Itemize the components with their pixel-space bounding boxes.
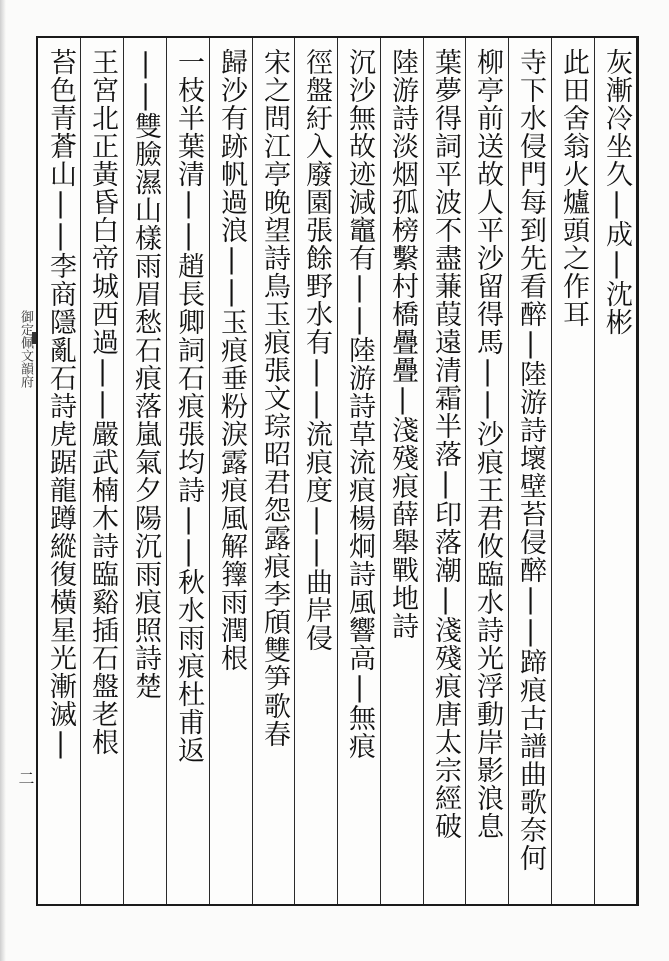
text-column-6: 陸游詩淡烟孤榜繫村橋疊疊|淺殘痕薛舉戰地詩 [387,48,418,640]
text-frame [36,36,639,906]
margin-book-title: 御定佩文韻府 [18,310,33,388]
text-column-11: 一枝半葉清||趙長卿詞石痕張均詩||秋水雨痕杜甫返 [173,48,204,764]
left-margin [12,40,35,920]
text-column-14: 苔色青蒼山||李商隱亂石詩虎踞龍蹲縱復橫星光漸滅| [45,48,76,760]
text-column-5: 葉夢得詞平波不盡蒹葭遠清霜半落|印落潮|淺殘痕唐太宗經破 [430,48,461,840]
text-column-9: 宋之問江亭晚望詩鳥玉痕張文琮昭君怨露痕李頎雙笋歌春 [259,48,290,748]
text-column-7: 沉沙無故迹減竈有||陸游詩草流痕楊炯詩風響高|無痕 [344,48,375,760]
scan-edge-shadow [0,0,6,961]
text-column-12: ||雙臉濕山樣雨眉愁石痕落嵐氣夕陽沉雨痕照詩楚 [130,48,161,700]
margin-page-number: 二 [16,770,35,786]
text-column-4: 柳亭前送故人平沙留得馬||沙痕王君攸臨水詩光浮動岸影浪息 [472,48,503,840]
text-column-2: 此田舍翁火爐頭之作耳 [558,48,589,328]
text-column-13: 王宮北正黃昏白帝城西過||嚴武楠木詩臨谿插石盤老根 [87,48,118,756]
text-column-10: 歸沙有跡帆過浪||玉痕垂粉淚露痕風解籜雨潤根 [216,48,247,672]
text-column-1: 灰漸冷坐久|成|沈彬 [601,48,632,336]
text-column-8: 徑盤紆入廢園張餘野水有||流痕度||曲岸侵 [301,48,332,652]
text-column-3: 寺下水侵門每到先看醉|陸游詩壞壁苔侵醉||蹄痕古譜曲歌奈何 [515,48,546,872]
